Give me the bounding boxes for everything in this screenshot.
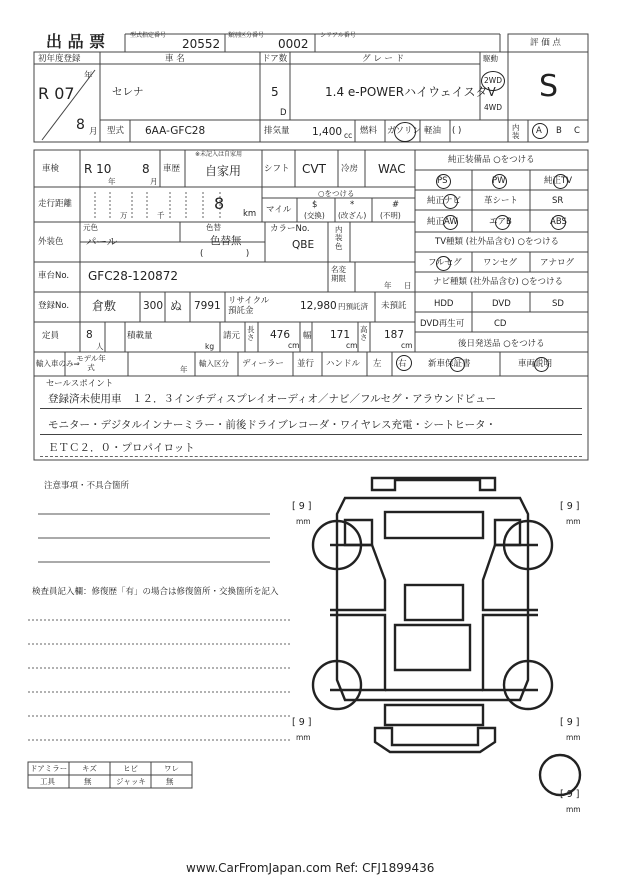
dealer: ディーラー xyxy=(242,359,284,369)
tire-fr-value: [ 9 ] xyxy=(560,501,580,512)
sales-underline-2 xyxy=(40,434,582,435)
sales-underline-1 xyxy=(40,408,582,409)
score-value: S xyxy=(539,69,559,104)
airbag: エアB xyxy=(489,217,512,227)
length-unit: cm xyxy=(288,341,300,350)
plate-kana: ぬ xyxy=(170,299,183,313)
parallel: 並行 xyxy=(297,359,315,369)
sr: SR xyxy=(552,196,564,206)
car-name-label: 車 名 xyxy=(165,54,185,64)
mileage-star-sub: (改ざん) xyxy=(338,211,367,220)
genuine-tv: 純正TV xyxy=(544,176,573,186)
length-label: 長さ xyxy=(247,325,255,342)
tire-rr-unit: mm xyxy=(566,733,581,742)
hdd: HDD xyxy=(434,299,454,309)
original-color: パール xyxy=(86,236,118,248)
cd: CD xyxy=(494,319,507,329)
drive-2wd: 2WD xyxy=(484,76,502,85)
warranty: 新車保証書 xyxy=(428,359,471,369)
first-reg-year-unit: 年 xyxy=(84,71,93,81)
recycle-label: リサイクル預託金 xyxy=(228,296,270,317)
mileage-value: 8 xyxy=(214,194,225,213)
history-value: 自家用 xyxy=(205,164,242,178)
deadline-year: 年 xyxy=(384,281,392,290)
capacity-value: 8 xyxy=(86,329,93,341)
plate-class: 300 xyxy=(143,300,164,312)
mileage-dollar: $ xyxy=(312,200,318,210)
recycle-not: 未預託 xyxy=(381,301,407,311)
first-reg-year: R 07 xyxy=(38,84,75,103)
tire-rl-value: [ 9 ] xyxy=(292,717,312,728)
name-change-label: 名変期限 xyxy=(331,265,346,283)
model-year-unit: 年 xyxy=(180,365,188,374)
plate-area: 倉敷 xyxy=(92,299,117,313)
ps: PS xyxy=(437,176,448,186)
car-name: セレナ xyxy=(112,86,144,98)
exterior-label: 外装色 xyxy=(38,237,64,247)
later-title: 後日発送品 ○をつける xyxy=(458,339,545,349)
history-label: 車歴 xyxy=(163,164,181,174)
plate-number: 7991 xyxy=(194,300,221,312)
tire-rl-unit: mm xyxy=(296,733,311,742)
door-type: D xyxy=(280,108,287,118)
equip-title: 純正装備品 ○をつける xyxy=(448,155,535,165)
color-no: QBE xyxy=(292,239,315,251)
genuine-navi: 純正ナビ xyxy=(427,196,462,206)
first-reg-month-unit: 月 xyxy=(89,127,98,137)
chassis-value: GFC28-120872 xyxy=(88,269,178,283)
height-label: 高さ xyxy=(360,325,368,342)
serial-label: シリアル番号 xyxy=(320,32,356,39)
dvd: DVD xyxy=(492,299,511,309)
recycle-value: 12,980 xyxy=(300,300,337,312)
shaken-year-unit: 年 xyxy=(108,177,116,186)
legend-row-3: ジャッキ xyxy=(116,777,146,786)
color-change-label: 色替 xyxy=(206,223,221,232)
model-value: 6AA-GFC28 xyxy=(145,125,206,137)
handle-label: ハンドル xyxy=(326,359,361,369)
mileage-sen: 千 xyxy=(157,211,165,220)
width-unit: cm xyxy=(346,341,358,350)
aircon-label: 冷房 xyxy=(341,164,359,174)
height-unit: cm xyxy=(401,341,413,350)
interior-b: B xyxy=(556,126,562,136)
abs: ABS xyxy=(550,217,567,227)
ruibetsu-value: 0002 xyxy=(278,37,309,51)
fuel-label: 燃料 xyxy=(360,126,378,136)
shaken-year: R 10 xyxy=(84,162,112,176)
fullseg: フルセグ xyxy=(428,258,462,268)
tire-fl-unit: mm xyxy=(296,517,311,526)
fuel-gasoline: ガソリン xyxy=(387,126,422,136)
fuel-diesel: 軽油 xyxy=(424,126,442,136)
chassis-label: 車台No. xyxy=(38,271,70,281)
drive-label: 駆動 xyxy=(483,54,498,63)
doors-label: ドア数 xyxy=(262,54,288,64)
fuel-other: ( ) xyxy=(452,126,462,136)
original-color-label: 元色 xyxy=(83,223,98,232)
history-note: ※未記入は自家用 xyxy=(195,151,243,158)
kiyo-label: 請元 xyxy=(223,331,241,341)
displacement-label: 排気量 xyxy=(264,126,290,136)
score-label: 評 価 点 xyxy=(530,38,561,48)
leather: 革シート xyxy=(484,196,519,206)
legend-header-1: ドアミラー xyxy=(30,764,68,773)
model-label: 型式 xyxy=(107,126,125,136)
legend-header-4: ワレ xyxy=(164,764,179,773)
sales-label: セールスポイント xyxy=(46,379,114,389)
grade-label: グ レ ー ド xyxy=(362,54,405,64)
katashiki-label: 型式指定番号 xyxy=(130,32,167,39)
tv-title: TV種類 (社外品含む) ○をつける xyxy=(435,237,559,247)
interior-c: C xyxy=(574,126,580,136)
sales-line-1: 登録済未使用車 １２．３インチディスプレイオーディオ／ナビ／フルセグ・アラウンドビュー xyxy=(48,393,497,405)
sales-line-2: モニター・デジタルインナーミラー・前後ドライブレコーダ・ワイヤレス充電・シートヒータ・ xyxy=(48,419,497,431)
import-type-label: 輸入区分 xyxy=(199,359,229,368)
plate-label: 登録No. xyxy=(38,301,70,311)
mileage-hash: # xyxy=(392,200,400,210)
width-label: 幅 xyxy=(303,331,312,341)
mileage-label: 走行距離 xyxy=(38,199,73,209)
legend-row-4: 無 xyxy=(166,777,174,786)
shift-label: シフト xyxy=(264,164,290,174)
aircon-value: WAC xyxy=(378,162,406,176)
color-change: 色替無 xyxy=(210,235,242,247)
interior-a: A xyxy=(536,126,542,136)
legend-header-3: ヒビ xyxy=(123,764,138,773)
import-label: 輸入車のみ⇒ xyxy=(36,359,80,368)
capacity-unit: 人 xyxy=(96,342,104,351)
legend-header-2: キズ xyxy=(82,764,97,773)
sd: SD xyxy=(552,299,564,309)
tire-spare-unit: mm xyxy=(566,805,581,814)
shaken-month-unit: 月 xyxy=(150,177,158,186)
mileage-circle-label: ○をつける xyxy=(318,189,355,198)
load-unit: kg xyxy=(205,342,215,351)
mileage-dollar-sub: (交換) xyxy=(304,211,325,220)
analog: アナログ xyxy=(540,258,575,268)
capacity-label: 定員 xyxy=(42,331,60,341)
sales-underline-3 xyxy=(40,456,582,457)
navi-title: ナビ種類 (社外品含む) ○をつける xyxy=(433,277,563,287)
shift-value: CVT xyxy=(302,162,326,176)
load-label: 積載量 xyxy=(127,331,153,341)
interior-label: 内装 xyxy=(512,123,520,140)
drive-4wd: 4WD xyxy=(484,103,502,112)
manual: 車両説明 xyxy=(518,359,553,369)
doors-value: 5 xyxy=(271,85,279,99)
height-value: 187 xyxy=(384,329,405,341)
displacement-unit: cc xyxy=(344,131,353,140)
katashiki-value: 20552 xyxy=(182,37,221,51)
mileage-hash-sub: (不明) xyxy=(380,211,401,220)
mileage-type-label: マイル xyxy=(266,205,292,215)
handle-right: 右 xyxy=(398,359,407,369)
recycle-unit: 円預託済 xyxy=(338,302,368,311)
interior-color-label: 内装色 xyxy=(335,225,343,251)
form-title: 出 品 票 xyxy=(46,32,106,51)
sales-line-3: ＥＴＣ２．０・プロパイロット xyxy=(48,442,195,454)
ruibetsu-label: 類別区分番号 xyxy=(228,32,265,39)
width-value: 171 xyxy=(330,329,351,341)
mileage-man: 万 xyxy=(120,211,128,220)
handle-left: 左 xyxy=(373,359,382,369)
mileage-star: * xyxy=(350,200,355,210)
tire-spare-value: [ 9 ] xyxy=(560,789,580,800)
tire-rr-value: [ 9 ] xyxy=(560,717,580,728)
shaken-month: 8 xyxy=(142,162,150,176)
caution-title: 注意事項・不具合箇所 xyxy=(44,481,130,491)
first-reg-month: 8 xyxy=(76,117,85,133)
inspector-title: 検査員記入欄：修復歴「有」の場合は修復箇所・交換箇所を記入 xyxy=(32,587,279,597)
grade-value: 1.4 e-POWERハイウェイスタV xyxy=(325,85,496,99)
model-year-label: モデル年式 xyxy=(76,354,106,372)
legend-row-1: 工具 xyxy=(40,777,55,786)
pw: PW xyxy=(492,176,506,186)
legend-row-2: 無 xyxy=(84,777,92,786)
footer-watermark[interactable]: www.CarFromJapan.com Ref: CFJ1899436 xyxy=(186,861,435,875)
dvd-player: DVD再生可 xyxy=(420,319,465,329)
oneseg: ワンセグ xyxy=(483,258,518,268)
color-paren: ( ) xyxy=(200,249,250,259)
tire-fl-value: [ 9 ] xyxy=(292,501,312,512)
displacement-value: 1,400 xyxy=(312,126,343,138)
color-no-label: カラーNo. xyxy=(270,224,310,234)
mileage-km: km xyxy=(243,209,257,219)
genuine-aw: 純正AW xyxy=(427,217,458,227)
tire-fr-unit: mm xyxy=(566,517,581,526)
shaken-label: 車検 xyxy=(42,164,60,174)
deadline-day: 日 xyxy=(404,281,412,290)
length-value: 476 xyxy=(270,329,291,341)
first-reg-label: 初年度登録 xyxy=(38,54,81,64)
